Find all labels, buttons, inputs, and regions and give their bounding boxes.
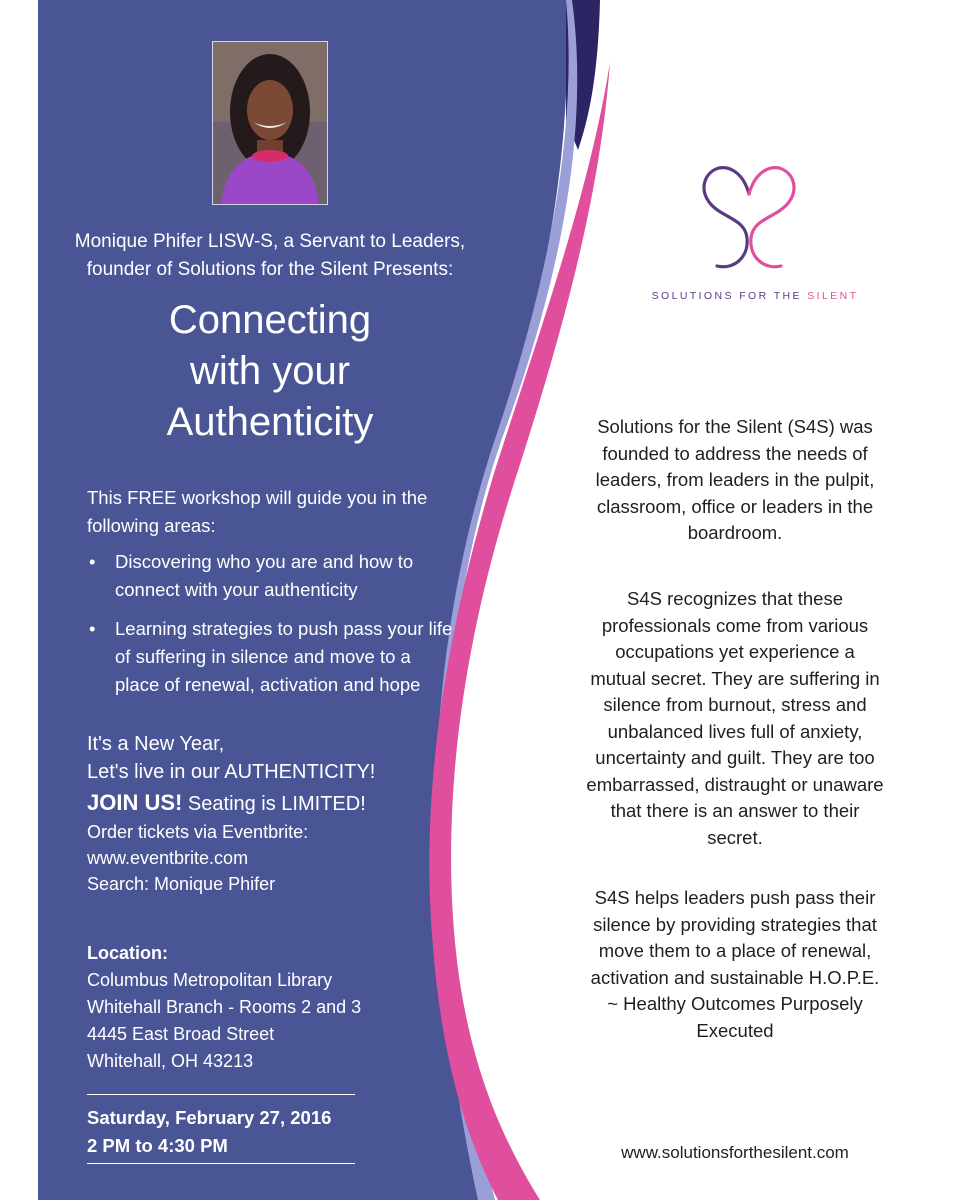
- event-day: Saturday, February 27, 2016: [87, 1107, 332, 1128]
- presenter-line-1: Monique Phifer LISW-S, a Servant to Leaders,: [74, 231, 466, 252]
- location-label: Location:: [87, 943, 168, 963]
- presenter-photo: [212, 41, 328, 205]
- title-line-2: with your: [189, 349, 351, 393]
- search-hint: Search: Monique Phifer: [87, 874, 276, 894]
- cta-line-2: Let's live in our AUTHENTICITY!: [87, 761, 376, 783]
- location-line-3: 4445 East Broad Street: [87, 1024, 275, 1044]
- website-url: www.solutionsforthesilent.com: [621, 1143, 849, 1162]
- seating-text: Seating is LIMITED!: [187, 793, 366, 815]
- list-item: [87, 615, 457, 699]
- title-line-3: Authenticity: [166, 400, 374, 444]
- logo-text-main: SOLUTIONS FOR THE: [651, 290, 808, 302]
- presenter-portrait-icon: [213, 42, 327, 204]
- location-line-1: Columbus Metropolitan Library: [87, 970, 333, 990]
- topic-text: Discovering who you are and how to connect with your authenticity: [115, 551, 414, 600]
- event-date: [87, 1104, 387, 1160]
- about-paragraph-2: S4S recognizes that these professionals come from various occupations yet experience a mutual secret. They are suffering in silence from burnout, stress and unbalanced lives full of anxiety, uncertainty and guilt. They are too embarrassed, distraught or unaware that there is an answer to their secret.: [586, 588, 884, 848]
- about-paragraph-3: S4S helps leaders push pass their silence by providing strategies that move them to a place of renewal, activation and sustainable H.O.P.E. ~ Healthy Outcomes Purposely Executed: [590, 887, 880, 1041]
- divider-top: [87, 1094, 355, 1095]
- s4s-heart-logo-icon: [693, 158, 803, 282]
- event-time: 2 PM to 4:30 PM: [87, 1135, 228, 1156]
- about-paragraph-1: Solutions for the Silent (S4S) was founded to address the needs of leaders, from leaders in the pulpit, classroom, office or leaders in the boardroom.: [595, 416, 875, 543]
- cta-line-1: It's a New Year,: [87, 733, 225, 755]
- workshop-topics-list: [87, 548, 457, 710]
- order-tickets-text: Order tickets via Eventbrite:: [87, 822, 309, 842]
- join-row: [87, 788, 447, 819]
- presenter-line-2: founder of Solutions for the Silent Presents:: [86, 259, 454, 280]
- topic-text: Learning strategies to push pass your life of suffering in silence and move to a place of renewal, activation and hope: [115, 618, 453, 695]
- join-us-text: JOIN US!: [87, 790, 183, 815]
- presenter-intro: [60, 228, 480, 284]
- location-line-2: Whitehall Branch - Rooms 2 and 3: [87, 997, 362, 1017]
- workshop-intro: This FREE workshop will guide you in the following areas:: [87, 487, 428, 536]
- eventbrite-url: www.eventbrite.com: [87, 848, 249, 868]
- title-line-1: Connecting: [168, 298, 372, 342]
- divider-bottom: [87, 1163, 355, 1164]
- list-item: [87, 548, 457, 604]
- call-to-action: [87, 730, 447, 897]
- bullet-icon: •: [89, 618, 96, 639]
- bullet-icon: •: [89, 551, 96, 572]
- location-block: [87, 940, 447, 1075]
- event-title: [60, 295, 480, 448]
- logo-wordmark: [640, 290, 870, 302]
- location-line-4: Whitehall, OH 43213: [87, 1051, 254, 1071]
- logo-text-accent: SILENT: [807, 290, 859, 302]
